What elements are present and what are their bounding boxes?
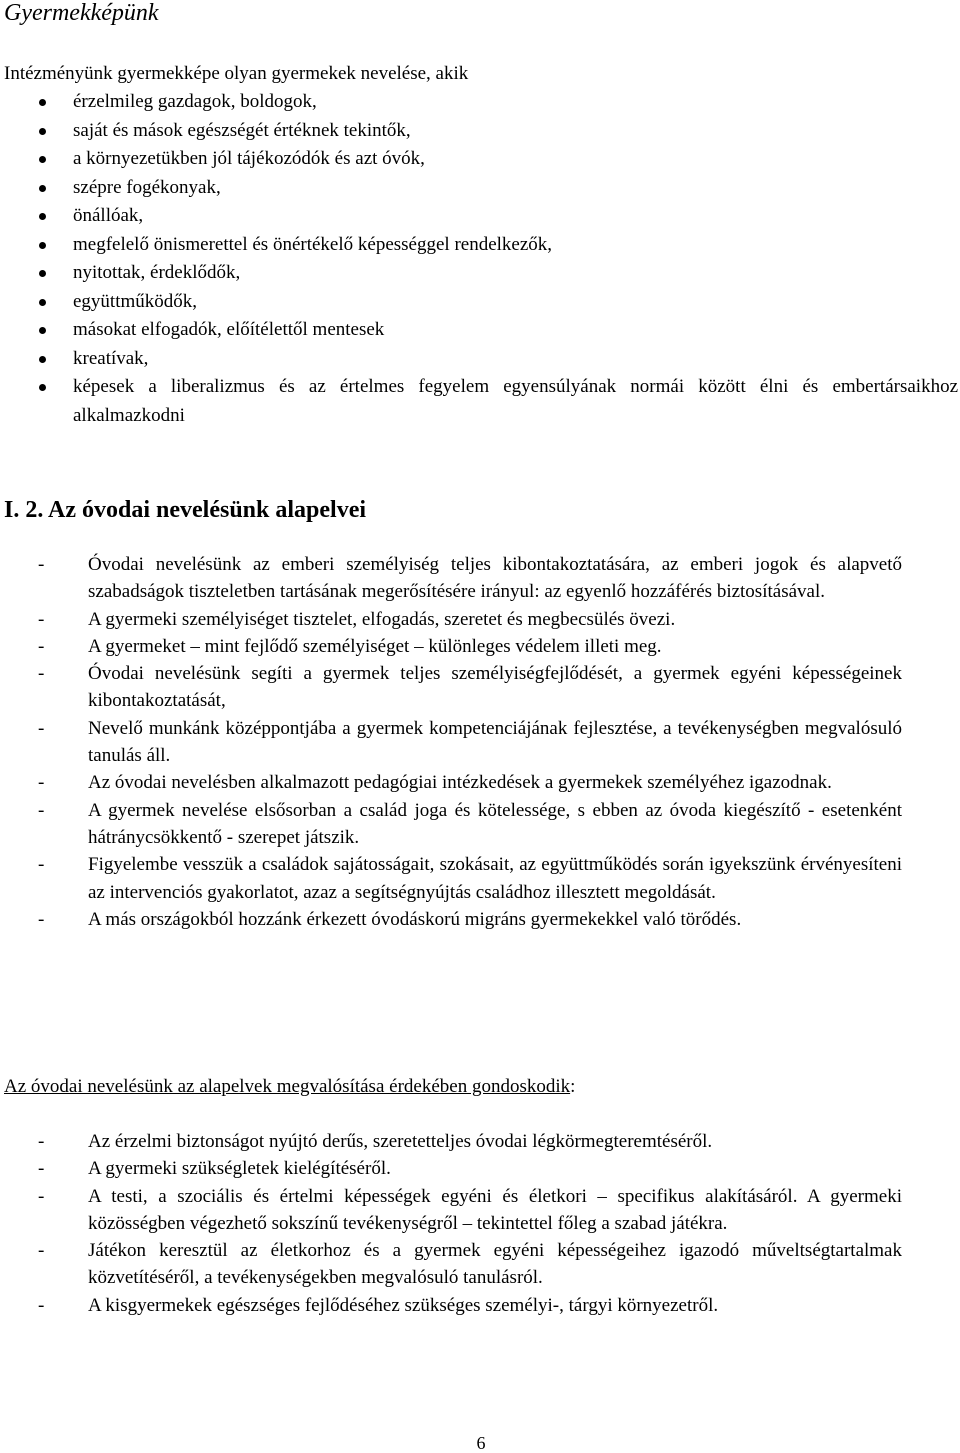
care-heading-text: Az óvodai nevelésünk az alapelvek megvalósítása érdekében gondoskodik xyxy=(4,1076,571,1097)
list-item-text: Óvodai nevelésünk az emberi személyiség teljes kibontakoztatására, az emberi jogok és alapvető szabadságok tiszteletben tartásának megerősítésére irányul: az egyenlő hozzáférés biztosításával. xyxy=(88,554,902,603)
list-item-text: a környezetükben jól tájékozódók és azt óvók, xyxy=(73,148,425,169)
list-item-text: kreatívak, xyxy=(73,347,149,369)
bullet-icon xyxy=(39,299,46,306)
list-item xyxy=(0,373,960,430)
list-item xyxy=(0,88,960,117)
bullet-icon xyxy=(39,356,46,363)
list-item-text: nyitottak, érdeklődők, xyxy=(73,262,241,283)
care-heading-colon: : xyxy=(570,1076,576,1097)
dash-marker: - xyxy=(38,1240,45,1262)
bullet-icon xyxy=(39,128,46,135)
list-item-text: A gyermeki személyiséget tisztelet, elfogadás, szeretet és megbecsülés övezi. xyxy=(88,608,676,630)
list-item xyxy=(0,1128,960,1155)
child-traits-list xyxy=(0,88,960,430)
list-item xyxy=(0,1237,960,1292)
dash-marker: - xyxy=(38,608,45,630)
page-number xyxy=(0,1433,960,1453)
heading-gyermekkepunk: Gyermekképünk xyxy=(4,0,159,26)
dash-marker: - xyxy=(38,635,45,657)
list-item-text: A gyermeket – mint fejlődő személyiséget – különleges védelem illeti meg. xyxy=(88,635,662,657)
dash-marker: - xyxy=(38,799,45,821)
list-item-text: Az érzelmi biztonságot nyújtó derűs, szeretetteljes óvodai légkörmegteremtéséről. xyxy=(88,1131,713,1152)
bullet-icon xyxy=(39,213,46,220)
dash-marker: - xyxy=(38,663,45,685)
list-item xyxy=(0,145,960,174)
dash-marker: - xyxy=(38,1294,45,1316)
bullet-icon xyxy=(39,384,46,391)
list-item-text: Figyelembe vesszük a családok sajátosságait, szokásait, az együttműködés során igyekszünk érvényesíteni az intervenciós gyakorlatot, azaz a segítségnyújtás családhoz illesztett megoldását. xyxy=(88,854,902,903)
dash-marker: - xyxy=(38,1158,45,1180)
list-item xyxy=(0,174,960,203)
list-item-text: képesek a liberalizmus és az értelmes fegyelem egyensúlyának normái között élni és embertársaikhoz alkalmazkodni xyxy=(73,376,958,426)
dash-marker: - xyxy=(38,772,45,794)
list-item xyxy=(0,345,960,374)
bullet-icon xyxy=(39,270,46,277)
list-item xyxy=(0,1292,960,1319)
list-item-text: A gyermeki szükségletek kielégítéséről. xyxy=(88,1158,391,1180)
list-item xyxy=(0,715,960,770)
bullet-icon xyxy=(39,185,46,192)
intro-paragraph: Intézményünk gyermekképe olyan gyermekek nevelése, akik xyxy=(4,63,469,84)
list-item xyxy=(0,633,960,660)
list-item-text: együttműködők, xyxy=(73,290,198,312)
dash-marker: - xyxy=(38,554,45,575)
dash-marker: - xyxy=(38,908,45,930)
list-item xyxy=(0,259,960,288)
principles-list xyxy=(0,551,960,933)
bullet-icon xyxy=(39,242,46,249)
list-item-text: Játékon keresztül az életkorhoz és a gyermek egyéni képességeihez igazodó műveltségtartalmak közvetítéséről, a tevékenységekben megvalósuló tanulásról. xyxy=(88,1240,902,1289)
list-item xyxy=(0,551,960,606)
section-title: I. 2. Az óvodai nevelésünk alapelvei xyxy=(4,497,367,523)
list-item-text: szépre fogékonyak, xyxy=(73,176,221,198)
care-heading xyxy=(4,1073,575,1101)
list-item xyxy=(0,906,960,933)
list-item xyxy=(0,1183,960,1238)
list-item xyxy=(0,769,960,796)
list-item-text: A gyermek nevelése elsősorban a család joga és kötelessége, s ebben az óvoda kiegészítő - esetenként hátránycsökkentő - szerepet játszik. xyxy=(88,799,902,848)
bullet-icon xyxy=(39,99,46,106)
dash-marker: - xyxy=(38,1131,45,1152)
list-item-text: érzelmileg gazdagok, boldogok, xyxy=(73,91,317,112)
list-item xyxy=(0,660,960,715)
list-item-text: saját és mások egészségét értéknek tekintők, xyxy=(73,119,411,141)
dash-marker: - xyxy=(38,717,45,739)
list-item-text: A kisgyermekek egészséges fejlődéséhez szükséges személyi-, tárgyi környezetről. xyxy=(88,1294,719,1316)
dash-marker: - xyxy=(38,1185,45,1207)
dash-marker: - xyxy=(38,854,45,876)
list-item-text: önállóak, xyxy=(73,205,144,226)
list-item xyxy=(0,851,960,906)
list-item xyxy=(0,606,960,633)
list-item-text: Nevelő munkánk középpontjába a gyermek kompetenciájának fejlesztése, a tevékenységben megvalósuló tanulás áll. xyxy=(88,717,902,767)
list-item xyxy=(0,316,960,345)
list-item-text: Óvodai nevelésünk segíti a gyermek teljes személyiségfejlődését, a gyermek egyéni képességeinek kibontakoztatását, xyxy=(88,663,902,712)
list-item-text: megfelelő önismerettel és önértékelő képességgel rendelkezők, xyxy=(73,233,553,255)
list-item-text: Az óvodai nevelésben alkalmazott pedagógiai intézkedések a gyermekek személyéhez igazodnak. xyxy=(88,772,832,794)
list-item xyxy=(0,797,960,852)
list-item xyxy=(0,288,960,317)
bullet-icon xyxy=(39,327,46,334)
care-list xyxy=(0,1128,960,1319)
list-item-text: A más országokból hozzánk érkezett óvodáskorú migráns gyermekekkel való törődés. xyxy=(88,908,742,930)
list-item xyxy=(0,117,960,146)
list-item-text: másokat elfogadók, előítélettől mentesek xyxy=(73,319,385,340)
list-item xyxy=(0,1155,960,1182)
page-number-text: 6 xyxy=(476,1433,486,1453)
bullet-icon xyxy=(39,156,46,163)
list-item-text: A testi, a szociális és értelmi képességek egyéni és életkori – specifikus alakításáról. A gyermeki közösségben végezhető sokszínű tevékenységről – tekintettel főleg a szabad játékra. xyxy=(88,1185,902,1234)
list-item xyxy=(0,231,960,260)
list-item xyxy=(0,202,960,231)
